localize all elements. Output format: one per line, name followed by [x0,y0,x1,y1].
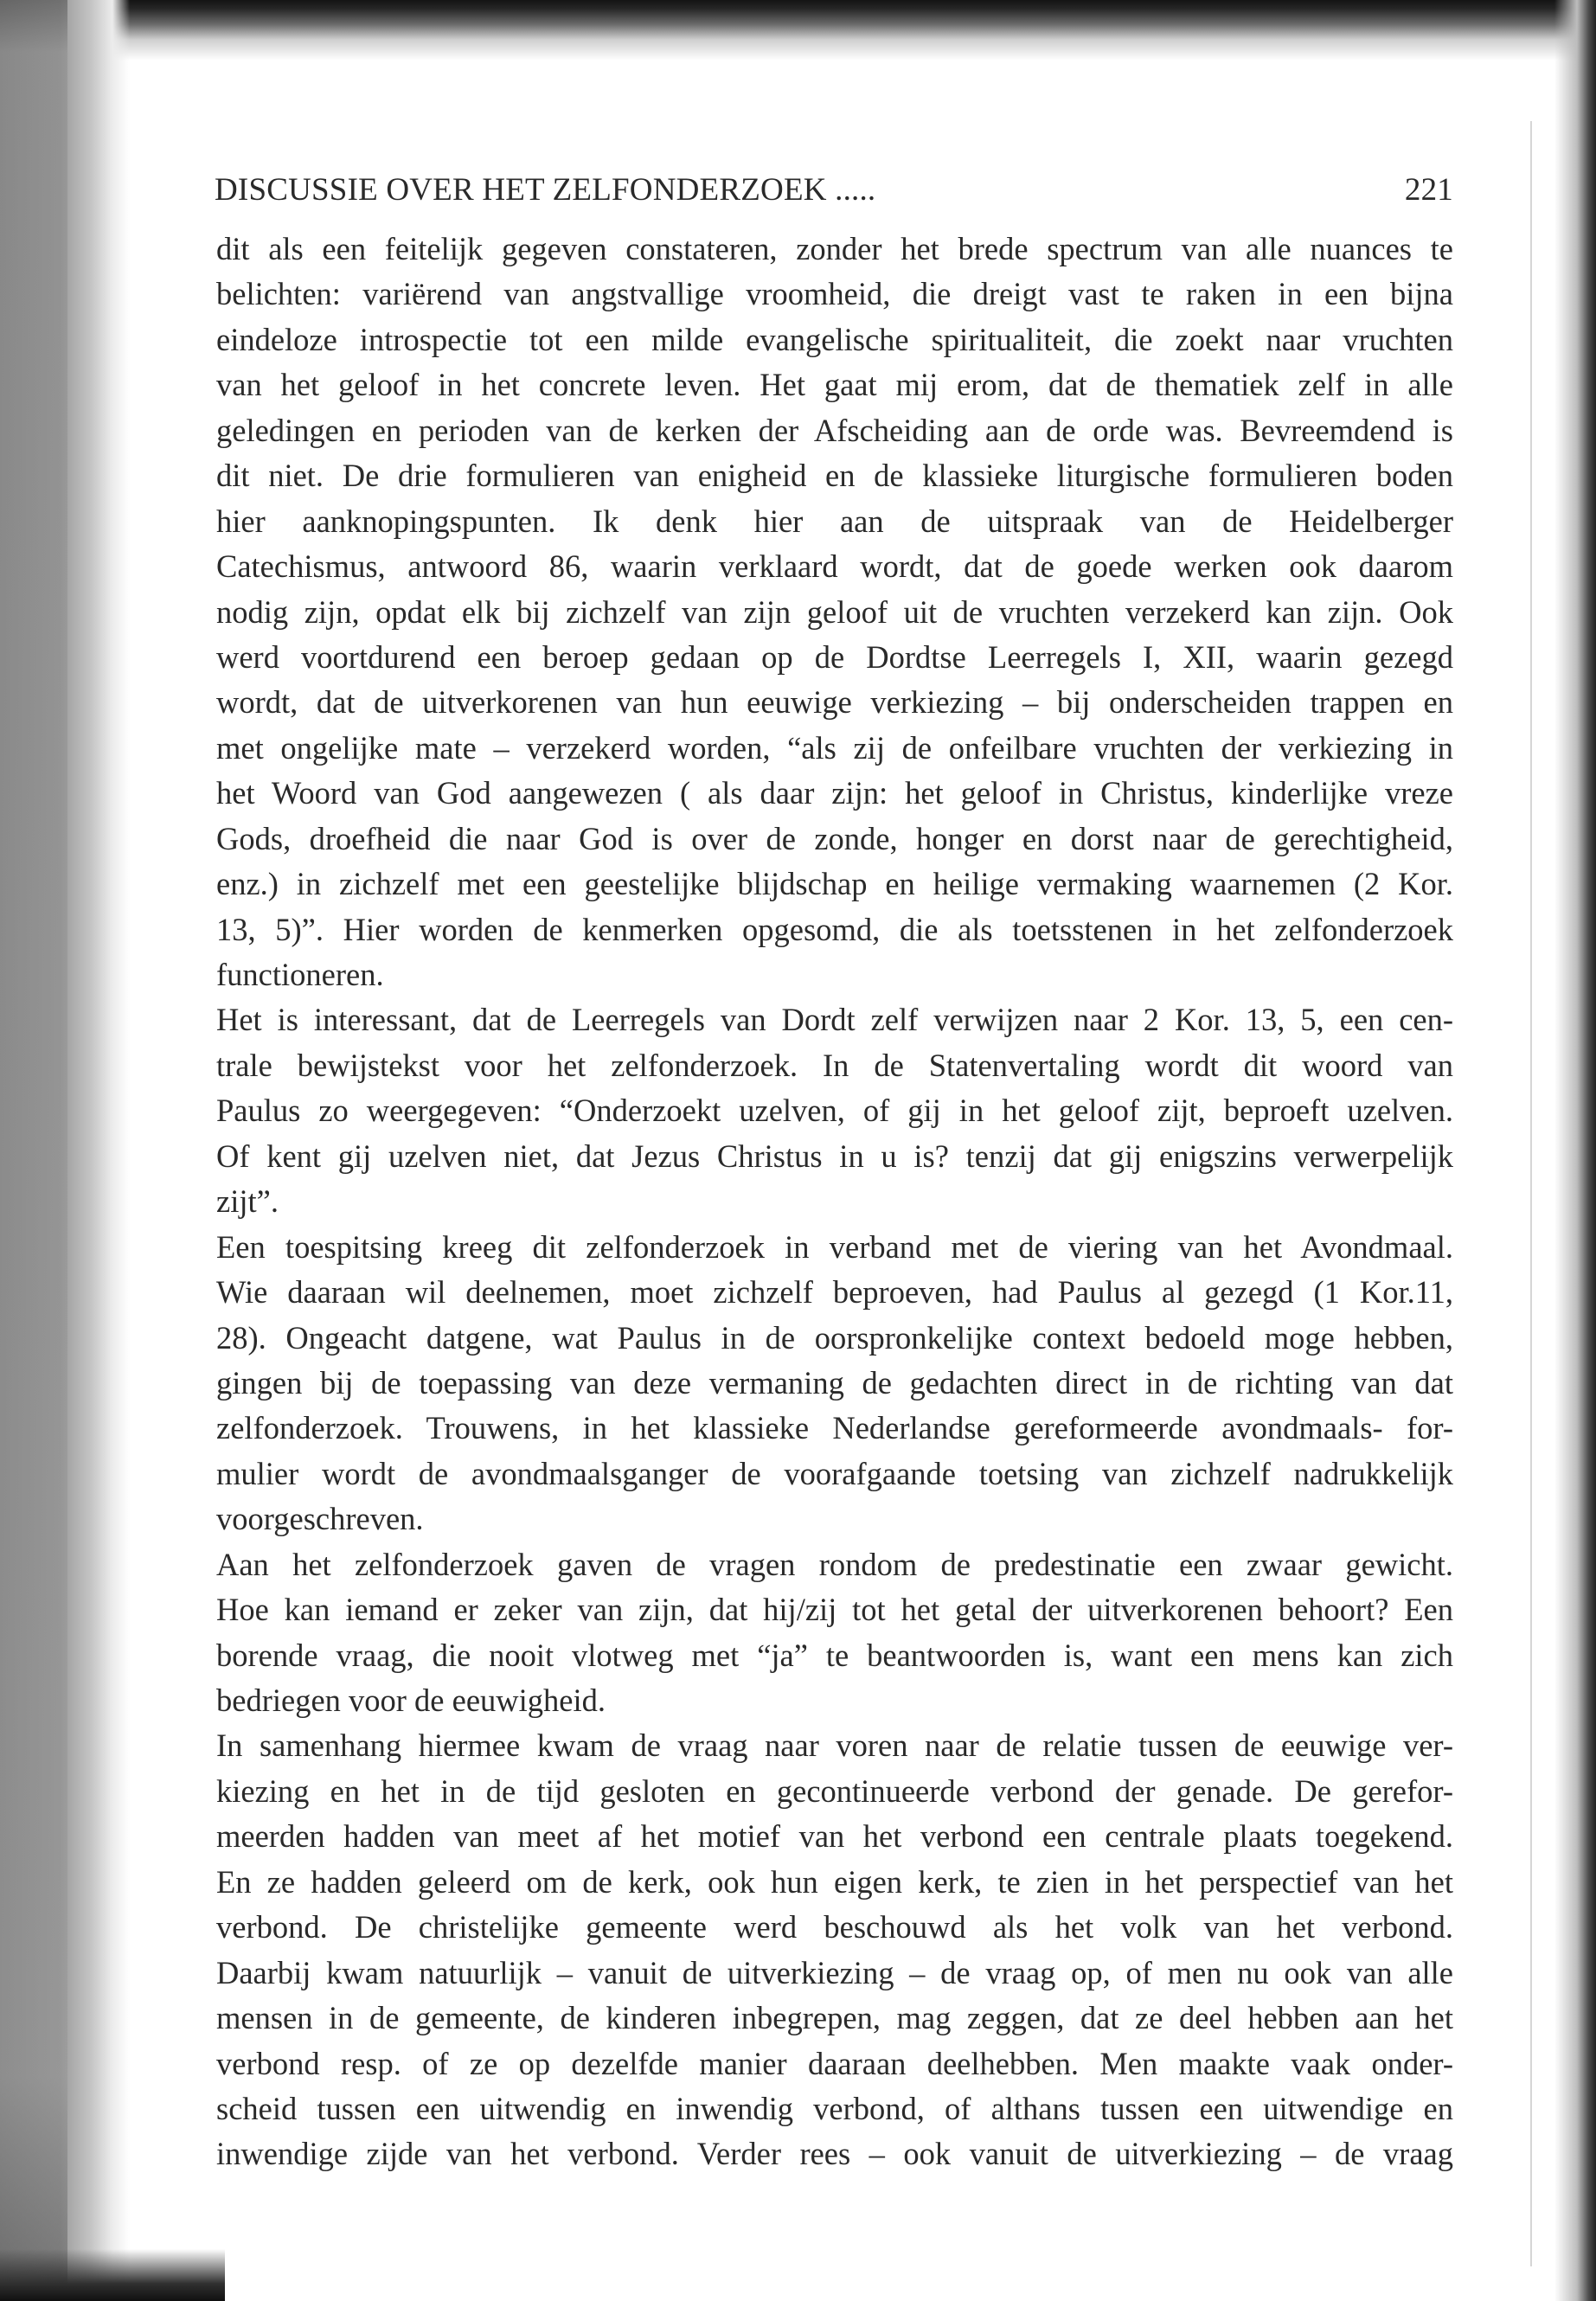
text-line: Hoe kan iemand er zeker van zijn, dat hij/zij tot het getal der uitverkorenen behoort? Een [216,1592,1453,1628]
text-line: Aan het zelfonderzoek gaven de vragen rondom de predestinatie een zwaar gewicht. [216,1546,1453,1582]
text-line: enz.) in zichzelf met een geestelijke blijdschap en heilige vermaking waarnemen (2 Kor. [216,866,1453,902]
text-line: Of kent gij uzelven niet, dat Jezus Christus in u is? tenzij dat gij enigszins verwerpelijk [216,1138,1453,1174]
text-line: geledingen en perioden van de kerken der Afscheiding aan de orde was. Bevreemdend is [216,412,1453,448]
text-line: van het geloof in het concrete leven. Het gaat mij erom, dat de thematiek zelf in alle [216,367,1453,403]
text-line: mulier wordt de avondmaalsganger de voorafgaande toetsing van zichzelf nadrukkelijk [216,1455,1453,1491]
text-line: Paulus zo weergegeven: “Onderzoekt uzelven, of gij in het geloof zijt, beproeft uzelven. [216,1093,1453,1129]
text-line: zelfonderzoek. Trouwens, in het klassieke Nederlandse gereformeerde avondmaals- for- [216,1410,1453,1446]
text-line: 28). Ongeacht datgene, wat Paulus in de oorspronkelijke context bedoeld moge hebben, [216,1319,1453,1356]
text-line: Daarbij kwam natuurlijk – vanuit de uitverkiezing – de vraag op, of men nu ook van alle [216,1954,1453,1990]
text-line: En ze hadden geleerd om de kerk, ook hun eigen kerk, te zien in het perspectief van het [216,1863,1453,1900]
text-line: nodig zijn, opdat elk bij zichzelf van zijn geloof uit de vruchten verzekerd kan zijn. Ook [216,593,1453,630]
text-line: het Woord van God aangewezen ( als daar zijn: het geloof in Christus, kinderlijke vreze [216,775,1453,811]
text-line: zijt”. [216,1183,279,1220]
text-line: verbond resp. of ze op dezelfde manier daaraan deelhebben. Men maakte vaak onder- [216,2045,1453,2081]
text-line: bedriegen voor de eeuwigheid. [216,1682,606,1718]
text-line: borende vraag, die nooit vlotweg met “ja” te beantwoorden is, want een mens kan zich [216,1637,1453,1673]
text-line: werd voortdurend een beroep gedaan op de Dordtse Leerregels I, XII, waarin gezegd [216,638,1453,675]
text-line: gingen bij de toepassing van deze vermaning de gedachten direct in de richting van dat [216,1364,1453,1400]
text-line: Het is interessant, dat de Leerregels van Dordt zelf verwijzen naar 2 Kor. 13, 5, een cen- [216,1002,1453,1038]
text-line: dit als een feitelijk gegeven constateren, zonder het brede spectrum van alle nuances te [216,231,1453,266]
page-number: 221 [1404,172,1453,208]
text-line: functioneren. [216,957,384,992]
text-line: In samenhang hiermee kwam de vraag naar voren naar de relatie tussen de eeuwige ver- [216,1727,1453,1764]
text-line: eindeloze introspectie tot een milde evangelische spiritualiteit, die zoekt naar vruchten [216,321,1453,357]
text-line: hier aanknopingspunten. Ik denk hier aan de uitspraak van de Heidelberger [216,503,1453,539]
text-line: Een toespitsing kreeg dit zelfonderzoek in verband met de viering van het Avondmaal. [216,1228,1453,1265]
body-text [216,227,1453,2177]
text-line: belichten: variërend van angstvallige vroomheid, die dreigt vast te raken in een bijna [216,276,1453,312]
text-line: scheid tussen een uitwendig en inwendig verbond, of althans tussen een uitwendige en [216,2090,1453,2126]
text-line: Wie daaraan wil deelnemen, moet zichzelf beproeven, had Paulus al gezegd (1 Kor.11, [216,1274,1453,1311]
text-line: trale bewijstekst voor het zelfonderzoek. In de Statenvertaling wordt dit woord van [216,1047,1453,1083]
text-line: 13, 5)”. Hier worden de kenmerken opgesomd, die als toetsstenen in het zelfonderzoek [216,911,1453,947]
running-head-title: DISCUSSIE OVER HET ZELFONDERZOEK ..... [215,172,876,208]
text-line: Gods, droefheid die naar God is over de zonde, honger en dorst naar de gerechtigheid, [216,820,1453,856]
text-line: verbond. De christelijke gemeente werd beschouwd als het volk van het verbond. [216,1909,1453,1945]
text-line: dit niet. De drie formulieren van enigheid en de klassieke liturgische formulieren boden [216,458,1453,494]
text-line: mensen in de gemeente, de kinderen inbegrepen, mag zeggen, dat ze deel hebben aan het [216,2000,1453,2036]
text-line: kiezing en het in de tijd gesloten en gecontinueerde verbond der genade. De gerefor- [216,1772,1453,1809]
text-line: inwendige zijde van het verbond. Verder rees – ook vanuit de uitverkiezing – de vraag [216,2136,1453,2172]
text-line: voorgeschreven. [216,1501,424,1537]
text-line: Catechismus, antwoord 86, waarin verklaard wordt, dat de goede werken ook daarom [216,548,1453,585]
running-head [215,169,1453,212]
text-line: met ongelijke mate – verzekerd worden, “als zij de onfeilbare vruchten der verkiezing in [216,729,1453,766]
text-line: wordt, dat de uitverkorenen van hun eeuwige verkiezing – bij onderscheiden trappen en [216,684,1453,721]
text-line: meerden hadden van meet af het motief van het verbond een centrale plaats toegekend. [216,1818,1453,1855]
